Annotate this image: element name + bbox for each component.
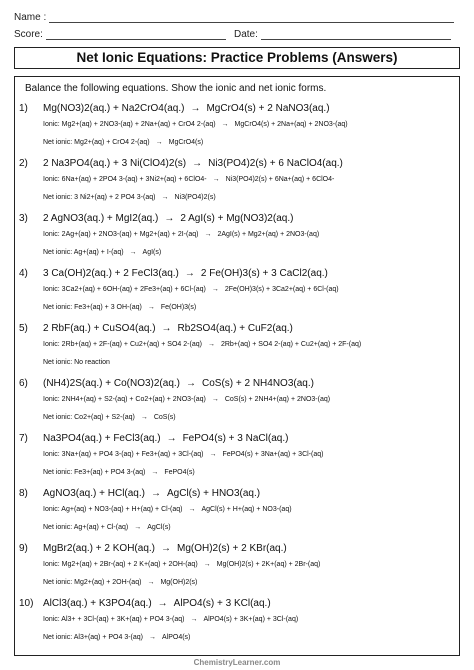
problem-number: 3) (19, 213, 28, 224)
reaction-arrow-icon: → (212, 176, 220, 183)
ionic-products: AlPO4(s) + 3K+(aq) + 3Cl-(aq) (203, 616, 299, 623)
date-label: Date: (234, 29, 258, 40)
footer-brand: ChemistryLearner.com (193, 658, 281, 667)
equation-products: FePO4(s) + 3 NaCl(aq.) (182, 433, 289, 444)
eq-row (43, 103, 330, 114)
reaction-arrow-icon: → (207, 341, 215, 348)
eq-row (43, 158, 343, 169)
net-row (43, 249, 161, 256)
net-ionic-reactants: Net ionic: Ag+(aq) + I-(aq) (43, 249, 124, 256)
reaction-arrow-icon: → (149, 634, 156, 641)
score-line (46, 30, 226, 40)
score-label: Score: (14, 29, 43, 40)
equation-products: CoS(s) + 2 NH4NO3(aq.) (201, 378, 314, 389)
ionic-row (43, 506, 292, 513)
problem-number: 7) (19, 433, 28, 444)
instructions: Balance the following equations. Show the ionic and net ionic forms. (25, 83, 327, 94)
reaction-arrow-icon: → (150, 488, 161, 499)
ionic-reactants: Ionic: 2Ag+(aq) + 2NO3-(aq) + Mg2+(aq) + 2I-(aq) (43, 231, 199, 238)
reaction-arrow-icon: → (160, 543, 171, 554)
ionic-reactants: Ionic: Al3+ + 3Cl-(aq) + 3K+(aq) + PO4 3-(aq) (43, 616, 185, 623)
net-ionic-reactants: Net ionic: Al3+(aq) + PO4 3-(aq) (43, 634, 143, 641)
problem-number: 5) (19, 323, 28, 334)
equation-products: Mg(OH)2(s) + 2 KBr(aq.) (176, 543, 287, 554)
problem-number: 4) (19, 268, 28, 279)
net-ionic-products: MgCrO4(s) (168, 139, 204, 146)
reaction-arrow-icon: → (161, 323, 172, 334)
ionic-row (43, 396, 330, 403)
net-ionic-reactants: Net ionic: Co2+(aq) + S2-(aq) (43, 414, 135, 421)
reaction-arrow-icon: → (157, 598, 168, 609)
net-ionic-reactants: Net ionic: No reaction (43, 359, 110, 366)
problem-number: 6) (19, 378, 28, 389)
reaction-arrow-icon: → (147, 304, 155, 311)
ionic-reactants: Ionic: 3Na+(aq) + PO4 3-(aq) + Fe3+(aq) + 3Cl-(aq) (43, 451, 204, 458)
ionic-products: 2Rb+(aq) + SO4 2-(aq) + Cu2+(aq) + 2F-(aq) (220, 341, 362, 348)
reaction-arrow-icon: → (211, 396, 219, 403)
eq-row (43, 323, 293, 334)
equation-reactants: 3 Ca(OH)2(aq.) + 2 FeCl3(aq.) (43, 268, 179, 279)
net-row (43, 139, 203, 146)
ionic-row (43, 121, 348, 128)
name-line (49, 13, 454, 23)
eq-row (43, 433, 288, 444)
name-label: Name : (14, 12, 47, 23)
ionic-products: Ni3(PO4)2(s) + 6Na+(aq) + 6ClO4- (225, 176, 335, 183)
eq-row (43, 488, 260, 499)
eq-row (43, 378, 314, 389)
net-ionic-reactants: Net ionic: 3 Ni2+(aq) + 2 PO4 3-(aq) (43, 194, 156, 201)
problem-number: 1) (19, 103, 28, 114)
ionic-reactants: Ionic: Mg2+(aq) + 2Br-(aq) + 2 K+(aq) + 2OH-(aq) (43, 561, 198, 568)
reaction-arrow-icon: → (209, 451, 217, 458)
net-row (43, 579, 197, 586)
equation-products: Ni3(PO4)2(s) + 6 NaClO4(aq.) (208, 158, 343, 169)
net-ionic-products: FePO4(s) (164, 469, 195, 476)
reaction-arrow-icon: → (203, 561, 211, 568)
problem-number: 2) (19, 158, 28, 169)
equation-reactants: 2 AgNO3(aq.) + MgI2(aq.) (43, 213, 159, 224)
problem-number: 10) (19, 598, 34, 609)
reaction-arrow-icon: → (211, 286, 219, 293)
net-ionic-reactants: Net ionic: Fe3+(aq) + 3 OH-(aq) (43, 304, 142, 311)
net-ionic-products: Mg(OH)2(s) (160, 579, 198, 586)
reaction-arrow-icon: → (161, 194, 169, 201)
reaction-arrow-icon: → (155, 139, 163, 146)
eq-row (43, 598, 271, 609)
equation-products: MgCrO4(s) + 2 NaNO3(aq.) (206, 103, 330, 114)
name-field[interactable] (14, 12, 454, 23)
problems-box (14, 76, 460, 656)
equation-reactants: (NH4)2S(aq.) + Co(NO3)2(aq.) (43, 378, 180, 389)
problem-number: 8) (19, 488, 28, 499)
ionic-row (43, 176, 334, 183)
equation-products: AlPO4(s) + 3 KCl(aq.) (173, 598, 271, 609)
net-ionic-reactants: Net ionic: Fe3+(aq) + PO4 3-(aq) (43, 469, 146, 476)
net-row (43, 304, 196, 311)
equation-reactants: AgNO3(aq.) + HCl(aq.) (43, 488, 145, 499)
date-field[interactable] (234, 29, 451, 40)
net-ionic-products: AlPO4(s) (162, 634, 191, 641)
ionic-reactants: Ionic: Ag+(aq) + NO3-(aq) + H+(aq) + Cl-(aq) (43, 506, 183, 513)
reaction-arrow-icon: → (134, 524, 142, 531)
reaction-arrow-icon: → (164, 213, 175, 224)
net-row (43, 414, 176, 421)
ionic-reactants: Ionic: 2NH4+(aq) + S2-(aq) + Co2+(aq) + 2NO3-(aq) (43, 396, 206, 403)
ionic-products: AgCl(s) + H+(aq) + NO3-(aq) (201, 506, 292, 513)
ionic-reactants: Ionic: 6Na+(aq) + 2PO4 3-(aq) + 3Ni2+(aq) + 6ClO4- (43, 176, 207, 183)
reaction-arrow-icon: → (140, 414, 148, 421)
net-ionic-products: Fe(OH)3(s) (160, 304, 197, 311)
reaction-arrow-icon: → (184, 268, 195, 279)
ionic-products: 2AgI(s) + Mg2+(aq) + 2NO3-(aq) (217, 231, 320, 238)
reaction-arrow-icon: → (188, 506, 196, 513)
eq-row (43, 213, 293, 224)
eq-row (43, 543, 287, 554)
net-ionic-products: AgCl(s) (147, 524, 171, 531)
equation-reactants: AlCl3(aq.) + K3PO4(aq.) (43, 598, 152, 609)
net-row (43, 359, 110, 366)
equation-reactants: MgBr2(aq.) + 2 KOH(aq.) (43, 543, 155, 554)
ionic-row (43, 231, 319, 238)
net-ionic-reactants: Net ionic: Mg2+(aq) + 2OH-(aq) (43, 579, 142, 586)
reaction-arrow-icon: → (190, 616, 198, 623)
eq-row (43, 268, 328, 279)
equation-reactants: Mg(NO3)2(aq.) + Na2CrO4(aq.) (43, 103, 185, 114)
reaction-arrow-icon: → (185, 378, 196, 389)
equation-products: 2 Fe(OH)3(s) + 3 CaCl2(aq.) (200, 268, 328, 279)
reaction-arrow-icon: → (147, 579, 155, 586)
ionic-reactants: Ionic: 3Ca2+(aq) + 6OH-(aq) + 2Fe3+(aq) + 6Cl-(aq) (43, 286, 206, 293)
ionic-reactants: Ionic: Mg2+(aq) + 2NO3-(aq) + 2Na+(aq) + CrO4 2-(aq) (43, 121, 216, 128)
equation-products: AgCl(s) + HNO3(aq.) (166, 488, 261, 499)
date-line (261, 30, 451, 40)
ionic-row (43, 451, 323, 458)
net-ionic-reactants: Net ionic: Ag+(aq) + Cl-(aq) (43, 524, 129, 531)
net-row (43, 524, 171, 531)
equation-reactants: Na3PO4(aq.) + FeCl3(aq.) (43, 433, 161, 444)
reaction-arrow-icon: → (204, 231, 212, 238)
net-row (43, 634, 190, 641)
ionic-products: FePO4(s) + 3Na+(aq) + 3Cl-(aq) (222, 451, 324, 458)
ionic-row (43, 341, 361, 348)
net-ionic-reactants: Net ionic: Mg2+(aq) + CrO4 2-(aq) (43, 139, 150, 146)
equation-products: 2 AgI(s) + Mg(NO3)2(aq.) (180, 213, 294, 224)
net-row (43, 194, 216, 201)
net-ionic-products: AgI(s) (142, 249, 162, 256)
reaction-arrow-icon: → (129, 249, 137, 256)
reaction-arrow-icon: → (151, 469, 159, 476)
reaction-arrow-icon: → (221, 121, 229, 128)
score-field[interactable] (14, 29, 226, 40)
reaction-arrow-icon: → (190, 103, 201, 114)
ionic-row (43, 286, 339, 293)
equation-products: Rb2SO4(aq.) + CuF2(aq.) (177, 323, 293, 334)
net-row (43, 469, 195, 476)
equation-reactants: 2 Na3PO4(aq.) + 3 Ni(ClO4)2(s) (43, 158, 187, 169)
reaction-arrow-icon: → (192, 158, 203, 169)
page-title: Net Ionic Equations: Practice Problems (Answers) (14, 47, 460, 69)
ionic-row (43, 616, 298, 623)
net-ionic-products: Ni3(PO4)2(s) (174, 194, 216, 201)
ionic-row (43, 561, 320, 568)
ionic-products: Mg(OH)2(s) + 2K+(aq) + 2Br-(aq) (216, 561, 321, 568)
ionic-reactants: Ionic: 2Rb+(aq) + 2F-(aq) + Cu2+(aq) + SO4 2-(aq) (43, 341, 202, 348)
ionic-products: 2Fe(OH)3(s) + 3Ca2+(aq) + 6Cl-(aq) (224, 286, 339, 293)
ionic-products: MgCrO4(s) + 2Na+(aq) + 2NO3-(aq) (234, 121, 348, 128)
problem-number: 9) (19, 543, 28, 554)
net-ionic-products: CoS(s) (153, 414, 176, 421)
equation-reactants: 2 RbF(aq.) + CuSO4(aq.) (43, 323, 156, 334)
ionic-products: CoS(s) + 2NH4+(aq) + 2NO3-(aq) (224, 396, 331, 403)
reaction-arrow-icon: → (166, 433, 177, 444)
